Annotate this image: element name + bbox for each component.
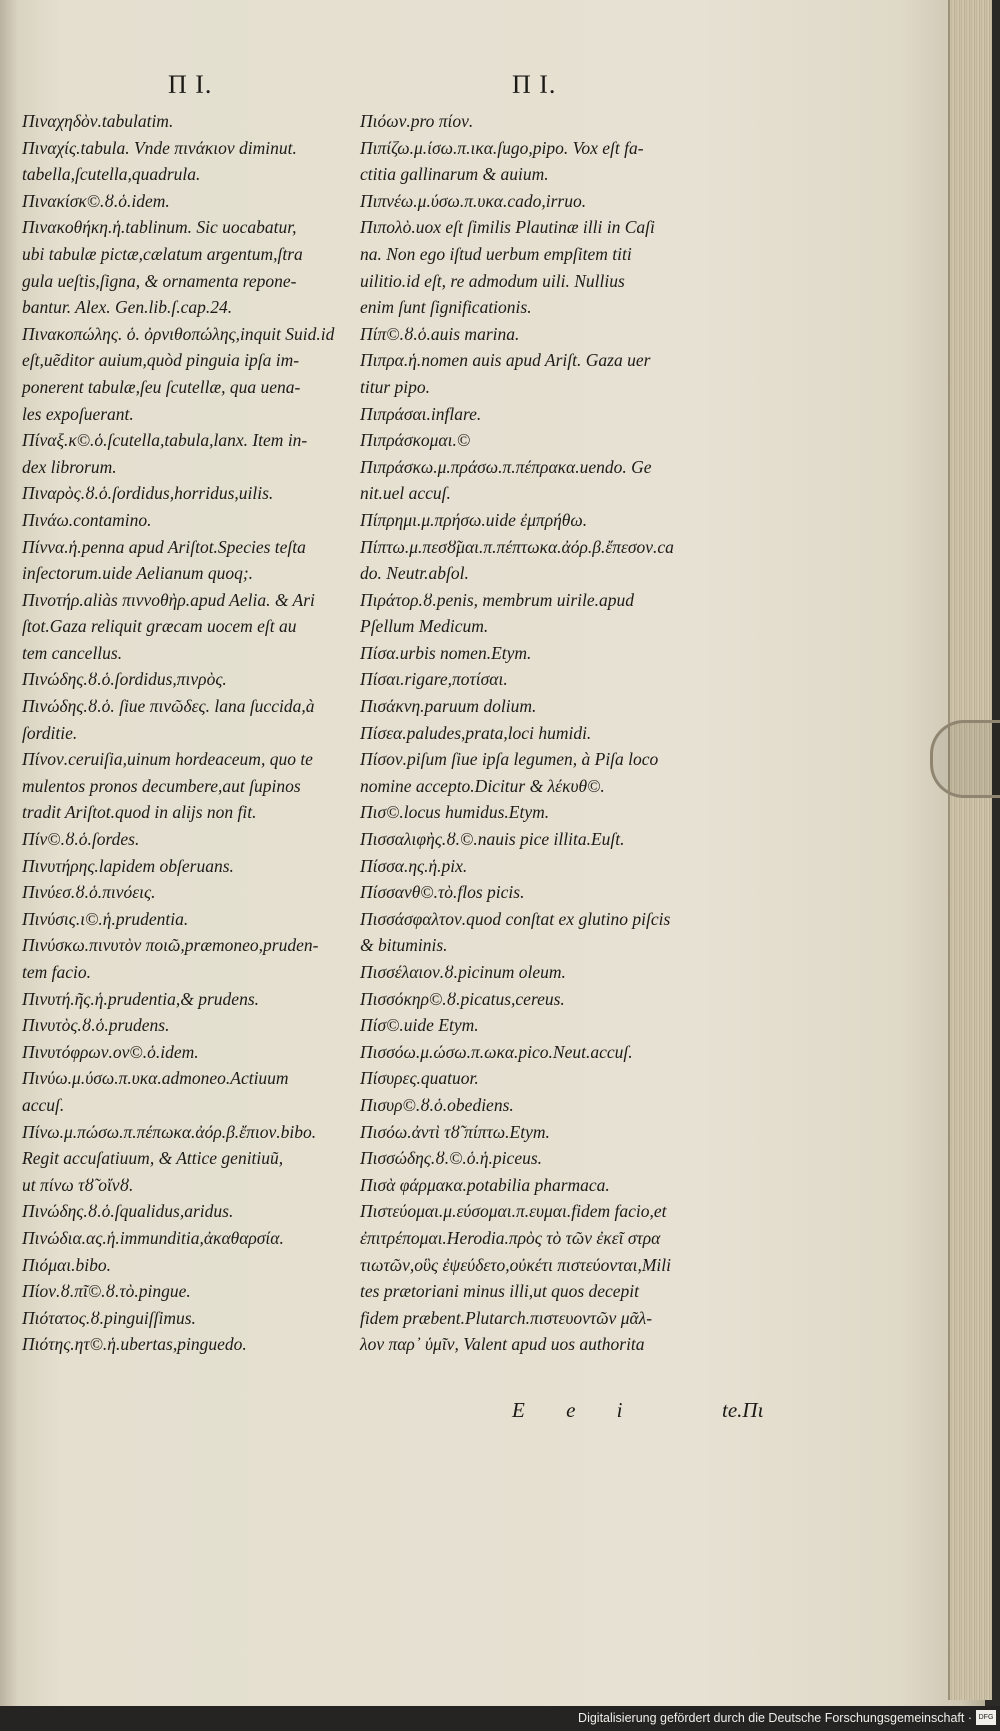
- entry-line: Πινοτήρ.aliàs πιννοθὴρ.apud Aelia. & Ari: [22, 589, 315, 610]
- book-clasp: [930, 720, 1000, 798]
- entry-line: nomine accepto.Dicitur & λέκυθ©.: [360, 775, 605, 796]
- entry-line: Πίσυρες.quatuor.: [360, 1068, 479, 1089]
- entry-line: Πιναχίς.tabula. Vnde πινάκιον diminut.: [22, 137, 297, 158]
- entry-line: Πιόμαι.bibo.: [22, 1254, 111, 1275]
- entry-line: Πισὰ φάρμακα.potabilia pharmaca.: [360, 1174, 610, 1195]
- entry-line: ut πίνω τȣ̃ οἴνȣ.: [22, 1174, 134, 1195]
- entry-line: uilitio.id eſt, re admodum uili. Nullius: [360, 270, 625, 291]
- running-head-left: Π Ι.: [168, 70, 213, 99]
- signature-mark: E e i: [512, 1398, 641, 1422]
- entry-line: Πιότης.ητ©.ἡ.ubertas,pinguedo.: [22, 1334, 247, 1355]
- entry-line: Πισόω.ἀντὶ τȣ̃ πίπτω.Etym.: [360, 1121, 550, 1142]
- entry-line: Πιπίζω.μ.ίσω.π.ικα.ſugo,pipo. Vox eſt fa-: [360, 137, 644, 158]
- entry-line: mulentos pronos decumbere,aut ſupinos: [22, 775, 301, 796]
- entry-line: tem cancellus.: [22, 642, 123, 663]
- entry-line: Πίσον.piſum ſiue ipſa legumen, à Piſa loco: [360, 749, 659, 770]
- entry-line: Πινυτή.ῆς.ἡ.prudentia,& prudens.: [22, 988, 260, 1009]
- entry-line: Pſellum Medicum.: [360, 616, 489, 637]
- entry-line: Πισυρ©.ȣ.ὁ.obediens.: [360, 1094, 514, 1115]
- entry-line: inſectorum.uide Aelianum quoq;.: [22, 563, 254, 584]
- entry-line: ponerent tabulæ,ſeu ſcutellæ, qua uena-: [22, 376, 301, 397]
- entry-line: τιωτῶν,οὓς ἐψεύδετο,οὐκέτι πιστεύονται,Mili: [360, 1254, 672, 1275]
- page-fore-edge: [948, 0, 992, 1700]
- entry-line: tabella,ſcutella,quadrula.: [22, 164, 201, 185]
- entry-line: do. Neutr.abſol.: [360, 563, 469, 584]
- entry-line: gula ueſtis,ſigna, & ornamenta repone-: [22, 270, 297, 291]
- entry-line: Πινώδης.ȣ.ὁ.ſordidus,πινρὸς.: [22, 669, 227, 690]
- entry-line: Πισ©.locus humidus.Etym.: [360, 802, 550, 823]
- entry-line: Πισάκνη.paruum dolium.: [360, 696, 537, 717]
- entry-line: Πισσέλαιον.ȣ.picinum oleum.: [360, 962, 566, 982]
- entry-line: Πιπνέω.μ.ύσω.π.υκα.cado,irruo.: [360, 190, 587, 211]
- entry-line: Πινυτὸς.ȣ.ὁ.prudens.: [22, 1015, 170, 1036]
- entry-line: ἐπιτρέπομαι.Herodia.πρὸς τὸ τῶν ἐκεῖ στρα: [360, 1227, 661, 1248]
- entry-line: Πισσάσφαλτον.quod conſtat ex glutino piſcis: [360, 908, 671, 929]
- entry-line: Πινύω.μ.ύσω.π.υκα.admoneo.Actiuum: [22, 1068, 289, 1089]
- entry-line: Πιστεύομαι.μ.εύσομαι.π.ευμαι.fidem facio,et: [360, 1201, 667, 1222]
- entry-line: Πινακίσκ©.ȣ.ὁ.idem.: [22, 190, 170, 211]
- entry-line: titur pipo.: [360, 376, 431, 397]
- entry-line: Πιόων.pro πίον.: [360, 111, 474, 131]
- entry-line: Πιράτορ.ȣ.penis, membrum uirile.apud: [360, 589, 635, 610]
- entry-line: Πισσώδης.ȣ.©.ὁ.ἡ.piceus.: [360, 1148, 543, 1169]
- entry-line: Πινώδης.ȣ.ὁ.ſqualidus,aridus.: [22, 1201, 234, 1222]
- entry-line: Πίσ©.uide Etym.: [360, 1015, 479, 1036]
- footer-credit: Digitalisierung gefördert durch die Deutsche Forschungsgemeinschaft ·: [578, 1711, 972, 1725]
- entry-line: accuſ.: [22, 1094, 65, 1115]
- entry-line: Πινακοπώλης. ὁ. ὀρνιθοπώλης,inquit Suid.id: [22, 323, 335, 344]
- entry-line: les expoſuerant.: [22, 403, 134, 424]
- entry-line: Πιπράσαι.inflare.: [360, 403, 482, 424]
- entry-line: eſt,uẽditor auium,quòd pinguia ipſa im-: [22, 350, 300, 371]
- entry-line: Πισσόκηρ©.ȣ.picatus,cereus.: [360, 988, 565, 1009]
- entry-line: ſorditie.: [22, 722, 78, 743]
- entry-line: enim ſunt ſignificationis.: [360, 297, 532, 318]
- entry-line: dex librorum.: [22, 456, 117, 477]
- entry-line: Πίπ©.ȣ.ὁ.auis marina.: [360, 323, 520, 344]
- entry-line: Πινύσις.ι©.ἡ.prudentia.: [22, 908, 189, 929]
- entry-line: Regit accuſatiuum, & Attice genitiuũ,: [22, 1148, 284, 1169]
- running-head-right: Π Ι.: [512, 70, 557, 99]
- entry-line: Πιναχηδὸν.tabulatim.: [22, 111, 174, 131]
- entry-line: tradit Ariſtot.quod in alijs non fit.: [22, 802, 257, 823]
- entry-line: Πιπρα.ἡ.nomen auis apud Ariſt. Gaza uer: [360, 350, 651, 371]
- entry-line: Πινώδια.ας.ἡ.immunditia,ἀκαθαρσία.: [22, 1227, 284, 1248]
- entry-line: Πίον.ȣ.πῖ©.ȣ.τὸ.pingue.: [22, 1281, 191, 1302]
- entry-line: & bituminis.: [360, 935, 448, 956]
- entry-line: Πιπράσκω.μ.πράσω.π.πέπρακα.uendo. Ge: [360, 456, 652, 477]
- entry-line: Πίπρημι.μ.πρήσω.uide ἐμπρήθω.: [360, 509, 588, 530]
- entry-line: bantur. Alex. Gen.lib.ſ.cap.24.: [22, 297, 233, 318]
- entry-line: Πίσεα.paludes,prata,loci humidi.: [360, 722, 592, 743]
- entry-line: Πινυτόφρων.ον©.ὁ.idem.: [22, 1041, 199, 1062]
- entry-line: Πιότατος.ȣ.pinguiſſimus.: [22, 1307, 196, 1328]
- entry-line: ſtot.Gaza reliquit græcam uocem eſt au: [22, 616, 297, 637]
- entry-line: Πινύσκω.πινυτὸν ποιῶ,præmoneo,pruden-: [22, 935, 319, 956]
- entry-line: tes prætoriani minus illi,ut quos decepit: [360, 1281, 640, 1302]
- entry-line: ubi tabulæ pictæ,cælatum argentum,ſtra: [22, 243, 303, 264]
- entry-line: tem facio.: [22, 962, 92, 982]
- entry-line: Πινώδης.ȣ.ὁ. ſiue πινῶδες. lana ſuccida,à: [22, 696, 315, 717]
- entry-line: na. Non ego iſtud uerbum empſitem titi: [360, 243, 632, 264]
- entry-line: Πίπτω.μ.πεσȣ̃μαι.π.πέπτωκα.ἀόρ.β.ἔπεσον.ca: [360, 536, 674, 557]
- entry-line: Πίννα.ἡ.penna apud Ariſtot.Species teſta: [22, 536, 306, 557]
- entry-line: Πινάω.contamino.: [22, 509, 152, 530]
- entry-line: Πίνον.ceruiſia,uinum hordeaceum, quo te: [22, 749, 313, 770]
- entry-line: Πίσσανθ©.τὸ.flos picis.: [360, 882, 525, 903]
- right-column: [360, 108, 700, 1358]
- entry-line: Πίσαι.rigare,ποτίσαι.: [360, 669, 508, 690]
- entry-line: fidem præbent.Plutarch.πιστευοντῶν μᾶλ-: [360, 1307, 653, 1328]
- entry-line: Πίν©.ȣ.ὁ.ſordes.: [22, 829, 140, 850]
- catchword: te.Πι: [722, 1398, 764, 1422]
- entry-line: Πίναξ.κ©.ὁ.ſcutella,tabula,lanx. Item in-: [22, 430, 308, 451]
- entry-line: Πινύεσ.ȣ.ὁ.πινόεις.: [22, 882, 156, 903]
- entry-line: Πίσσα.ης.ἡ.pix.: [360, 855, 468, 876]
- entry-line: Πισσαλιφὴς.ȣ.©.nauis pice illita.Euſt.: [360, 829, 625, 850]
- entry-line: Πισσόω.μ.ώσω.π.ωκα.pico.Neut.accuſ.: [360, 1041, 633, 1062]
- entry-line: Πιναρὸς.ȣ.ὁ.ſordidus,horridus,uilis.: [22, 483, 274, 504]
- entry-line: Πινακοθήκη.ἡ.tablinum. Sic uocabatur,: [22, 217, 297, 238]
- entry-line: ctitia gallinarum & auium.: [360, 164, 549, 185]
- entry-line: nit.uel accuſ.: [360, 483, 451, 504]
- entry-line: Πίνω.μ.πώσω.π.πέπωκα.ἀόρ.β.ἔπιον.bibo.: [22, 1121, 317, 1142]
- entry-line: λον παρ᾽ ὑμῖν, Valent apud uos authorita: [360, 1334, 645, 1355]
- entry-line: Πιπολὸ.uox eſt ſimilis Plautinæ illi in Caſi: [360, 217, 655, 238]
- left-column: [22, 108, 372, 1358]
- entry-line: Πιπράσκομαι.©: [360, 430, 471, 451]
- entry-line: Πίσα.urbis nomen.Etym.: [360, 642, 532, 663]
- dfg-logo: DFG: [976, 1710, 996, 1725]
- entry-line: Πινυτήρης.lapidem obſeruans.: [22, 855, 234, 876]
